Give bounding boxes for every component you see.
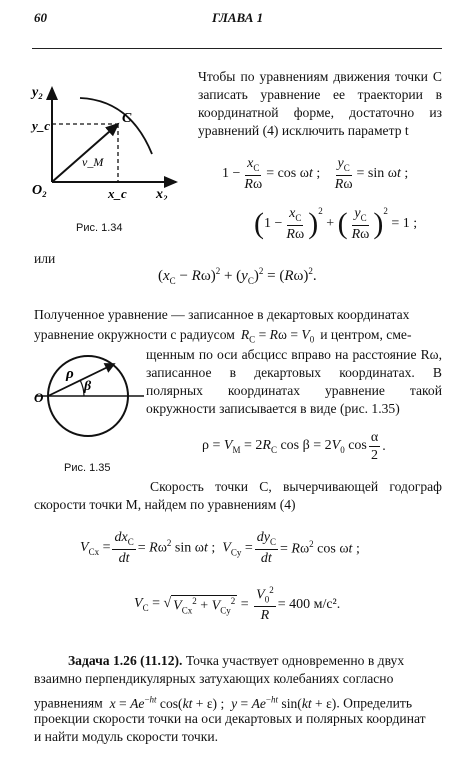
paragraph-2-lead: уравнение окружности с радиусом [34, 327, 235, 342]
equation-polar: $\rho = V_M = 2R_C$ $\cos \beta = 2V_0$ cos $\frac{\alpha}{2}$ . [202, 430, 386, 464]
page-number: 60 [34, 10, 47, 25]
equation-projections: $V_{Cx}$ = $\frac{dx_C}{dt}$ = $R\omega^2$ sin ωt ; $V_{Cy}$ = $\frac{dy_C}{dt}$ = $R\omega^2$ cos ωt ; [80, 530, 360, 566]
figure-1-35 [34, 350, 146, 446]
word-or: или [34, 251, 56, 266]
task-line-3: уравнениям $x = Ae^{-ht}$ cos(kt + ε) ; $y = Ae^{-ht}$ sin(kt + ε). Определить [34, 694, 413, 711]
caption-fig-1-34: Рис. 1.34 [76, 222, 123, 234]
task-line-4: проекции скорости точки на оси декартовых и полярных координат [34, 711, 426, 726]
task-line-5: и найти модуль скорости точки. [34, 729, 219, 744]
label-beta: β [84, 379, 92, 394]
velocity-vector [52, 124, 118, 182]
task-line-2: взаимно перпендикулярных затухающих колебаниях согласно [34, 671, 394, 686]
label-point-c: C [122, 111, 132, 126]
label-yc: y_c [32, 118, 51, 133]
label-vm: v_M [82, 155, 104, 169]
task-title: Задача 1.26 (11.12). [68, 653, 183, 668]
figure-1-34 [30, 82, 180, 200]
task-text-3-post: . Определить [336, 695, 413, 711]
label-x-axis: x₂ [156, 187, 168, 200]
label-origin: O₂ [32, 183, 47, 198]
label-o: O [34, 390, 44, 405]
task-line-1 [34, 652, 442, 670]
label-y-axis: y₂ [32, 85, 44, 100]
chapter-title: ГЛАВА 1 [212, 10, 264, 25]
paragraph-4: Скорость точки C, вычерчивающей годограф скорости точки M, найдем по уравнениям (4) [34, 479, 442, 512]
paragraph-2-line-1: Полученное уравнение — записанное в декартовых координатах [34, 307, 410, 322]
paragraph-1: Чтобы по уравнениям движения точки C записать уравнение ее траектории в координатной форме, достаточно из уравнений (4) исключить параметр t [198, 69, 442, 138]
task-text-1: Точка участвует одновременно в двух [185, 653, 405, 668]
caption-fig-1-35: Рис. 1.35 [64, 462, 111, 474]
task-text-3-pre: уравнениям [34, 695, 103, 711]
label-xc: x_c [108, 186, 127, 200]
equation-circle: $(x_C - R\omega)^2 + (y_C)^2 = (R\omega)^2$. [158, 266, 317, 286]
paragraph-3: щенным по оси абсцисс вправо на расстояние Rω, записанное в декартовых координатах. В полярных координатах уравнение такой окружности записывается в виде (рис. 1.35) [146, 347, 442, 416]
paragraph-2-tail: и центром, сме- [320, 327, 412, 342]
label-rho: ρ [66, 366, 74, 382]
result-value: = 400 м/с². [277, 596, 341, 612]
equation-param: 1 − $\frac{x_C}{R\omega}$ = cos ωt ; $\frac{y_C}{R\omega}$ = sin ωt ; [222, 156, 409, 192]
header-rule [32, 48, 442, 49]
paragraph-2-line-2: уравнение окружности с радиусом $R_C = R\omega = V_0$ и центром, сме- [34, 327, 412, 345]
equation-magnitude: $V_C$ = √ $V_{Cx}^2 + V_{Cy}^2$ = $\frac{V_0^2}{R}$ = 400 м/с². [134, 585, 341, 624]
equation-squares: ( 1 − $\frac{x_C}{R\omega}$ ) $^2$ + ( $\frac{y_C}{R\omega}$ ) $^2$ = 1 ; [254, 206, 418, 242]
